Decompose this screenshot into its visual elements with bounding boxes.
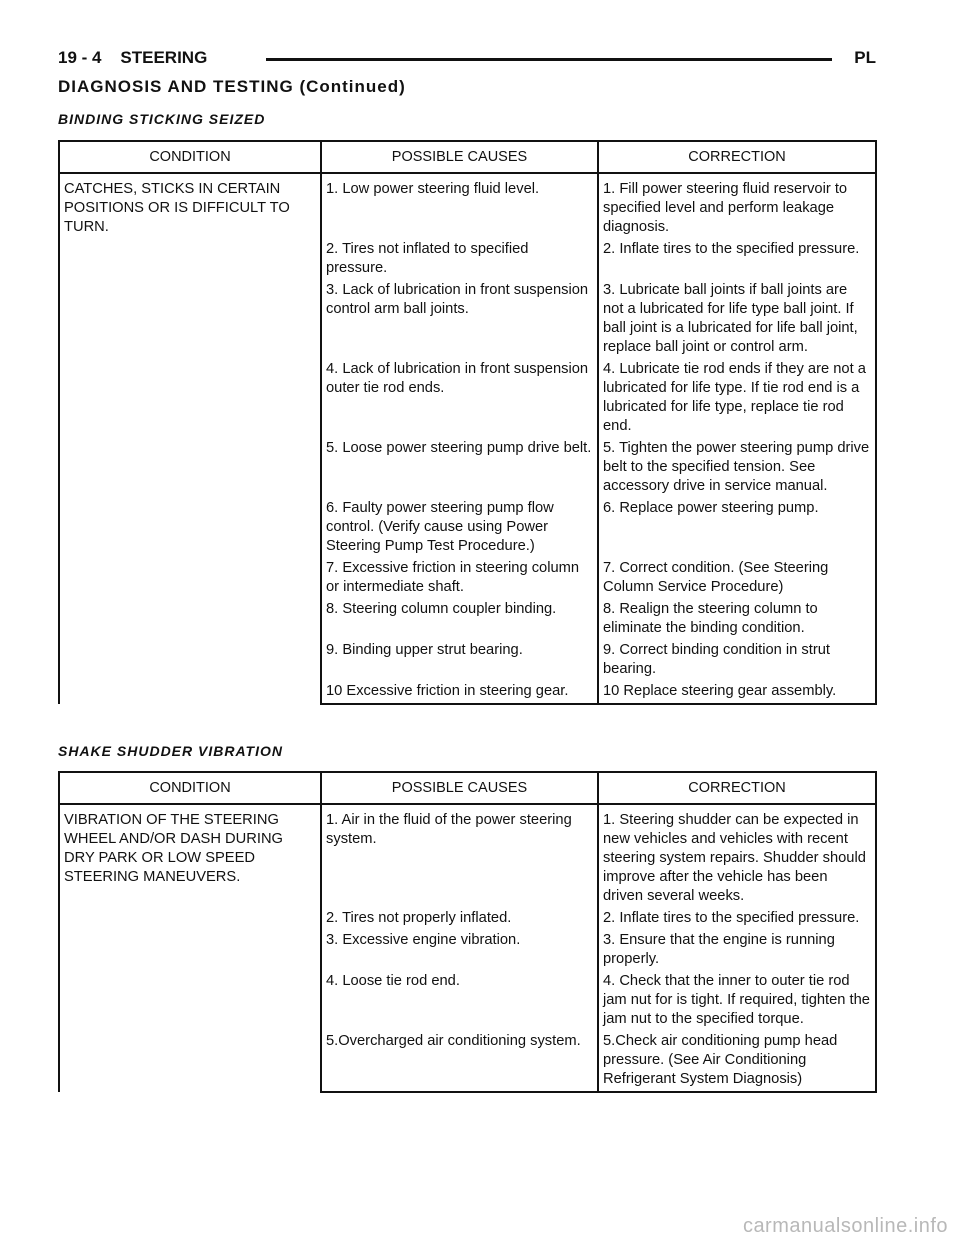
watermark: carmanualsonline.info [742,1215,948,1237]
correction-cell: 9. Correct binding condition in strut bearing. [598,639,876,680]
table-header-row [59,141,876,173]
correction-cell: 3. Lubricate ball joints if ball joints are not a lubricated for life type ball joint. If ball joint is a lubricated for life ball joint, replace ball joint or control arm. [598,279,876,358]
cause-cell: 1. Air in the fluid of the power steering system. [321,804,598,907]
correction-cell: 3. Ensure that the engine is running properly. [598,929,876,970]
correction-cell: 5. Tighten the power steering pump drive belt to the specified tension. See accessory drive in service manual. [598,437,876,497]
column-header-correction: CORRECTION [598,141,876,173]
condition-cell: VIBRATION OF THE STEERING WHEEL AND/OR DASH DURING DRY PARK OR LOW SPEED STEERING MANEUVERS. [59,804,321,1092]
column-header-causes: POSSIBLE CAUSES [321,141,598,173]
table-row [59,804,876,907]
shake-diagnosis-table [58,771,877,1093]
column-header-correction: CORRECTION [598,772,876,804]
table-header-row [59,772,876,804]
correction-cell: 4. Check that the inner to outer tie rod jam nut for is tight. If required, tighten the jam nut to the specified torque. [598,970,876,1030]
correction-cell: 6. Replace power steering pump. [598,497,876,557]
cause-cell: 2. Tires not inflated to specified pressure. [321,238,598,279]
correction-cell: 1. Fill power steering fluid reservoir to specified level and perform leakage diagnosis. [598,173,876,238]
table-title-binding: BINDING STICKING SEIZED [58,111,266,127]
cause-cell: 9. Binding upper strut bearing. [321,639,598,680]
table-row [59,173,876,238]
cause-cell: 3. Lack of lubrication in front suspension control arm ball joints. [321,279,598,358]
cause-cell: 4. Lack of lubrication in front suspension outer tie rod ends. [321,358,598,437]
header-rule [266,58,832,61]
page-header [58,42,876,72]
cause-cell: 8. Steering column coupler binding. [321,598,598,639]
correction-cell: 10 Replace steering gear assembly. [598,680,876,704]
cause-cell: 10 Excessive friction in steering gear. [321,680,598,704]
cause-cell: 5.Overcharged air conditioning system. [321,1030,598,1092]
binding-diagnosis-table [58,140,877,705]
column-header-causes: POSSIBLE CAUSES [321,772,598,804]
correction-cell: 1. Steering shudder can be expected in new vehicles and vehicles with recent steering system repairs. Shudder should improve after the vehicle has been driven several weeks. [598,804,876,907]
column-header-condition: CONDITION [59,141,321,173]
cause-cell: 4. Loose tie rod end. [321,970,598,1030]
cause-cell: 6. Faulty power steering pump flow control. (Verify cause using Power Steering Pump Test Procedure.) [321,497,598,557]
cause-cell: 5. Loose power steering pump drive belt. [321,437,598,497]
cause-cell: 7. Excessive friction in steering column or intermediate shaft. [321,557,598,598]
correction-cell: 2. Inflate tires to the specified pressure. [598,907,876,929]
correction-cell: 7. Correct condition. (See Steering Column Service Procedure) [598,557,876,598]
column-header-condition: CONDITION [59,772,321,804]
cause-cell: 1. Low power steering fluid level. [321,173,598,238]
correction-cell: 4. Lubricate tie rod ends if they are not a lubricated for life type. If tie rod end is a lubricated for life type, replace tie rod end. [598,358,876,437]
correction-cell: 5.Check air conditioning pump head pressure. (See Air Conditioning Refrigerant System Diagnosis) [598,1030,876,1092]
section-name: STEERING [120,48,208,67]
correction-cell: 8. Realign the steering column to eliminate the binding condition. [598,598,876,639]
table-title-shake: SHAKE SHUDDER VIBRATION [58,743,283,759]
condition-cell: CATCHES, STICKS IN CERTAIN POSITIONS OR IS DIFFICULT TO TURN. [59,173,321,704]
cause-cell: 3. Excessive engine vibration. [321,929,598,970]
page-title: DIAGNOSIS AND TESTING (Continued) [58,77,406,96]
correction-cell: 2. Inflate tires to the specified pressure. [598,238,876,279]
model-code: PL [854,48,876,67]
page-ref: 19 - 4 STEERING [58,48,208,67]
cause-cell: 2. Tires not properly inflated. [321,907,598,929]
